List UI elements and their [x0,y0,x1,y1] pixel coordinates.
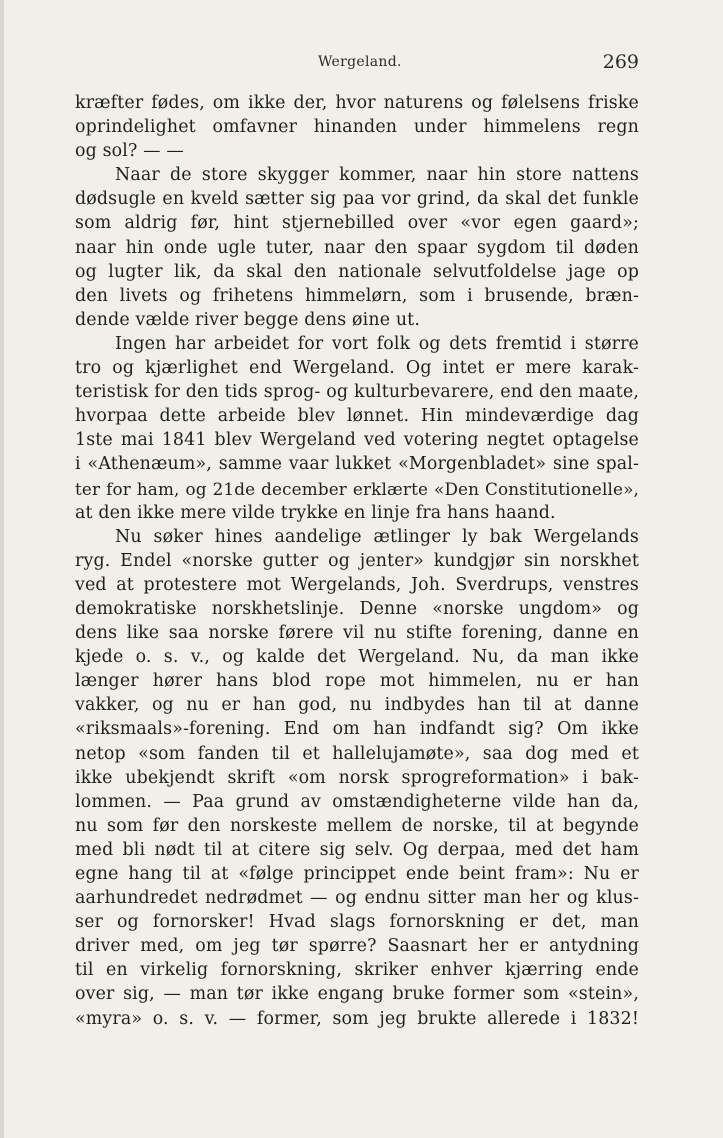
text-line: egne hang til at «følge princippet ende beint fram»: Nu er [75,864,639,884]
text-line: kræfter fødes, om ikke der, hvor naturens og følelsens friske [75,93,639,113]
text-line: ikke ubekjendt skrift «om norsk sprogreformation» i bak- [75,767,639,788]
text-line: til en virkelig fornorskning, skriker enhver kjærring ende [75,960,639,981]
text-line: driver med, om jeg tør spørre? Saasnart her er antydning [75,936,639,957]
text-line: nu som før den norskeste mellem de norske, til at begynde [75,815,639,836]
text-line: dens like saa norske førere vil nu stifte forening, danne en [75,623,639,644]
text-line: ser og fornorsker! Hvad slags fornorskning er det, man [75,912,639,933]
paragraph-start-line: Ingen har arbeidet for vort folk og dets fremtid i større [115,333,639,354]
text-line: aarhundredet nedrødmet — og endnu sitter man her og klus- [75,888,639,909]
text-line: tro og kjærlighet end Wergeland. Og intet er mere karak- [75,358,639,379]
text-line: dødsugle en kveld sætter sig paa vor grind, da skal det funkle [75,189,639,210]
text-line: og sol? — — [75,141,184,162]
text-line: ter for ham, og 21de december erklærte «Den Constitutionelle», [75,478,639,499]
text-line: længer hører hans blod rope mot himmelen, nu er han [75,671,639,692]
text-line: og lugter lik, da skal den nationale selvutfoldelse jage op [75,261,639,282]
text-line: at den ikke mere vilde trykke en linje fra hans haand. [75,502,556,523]
paragraph-start-line: Nu søker hines aandelige ætlinger ly bak Wergelands [115,526,639,547]
text-line: naar hin onde ugle tuter, naar den spaar sygdom til døden [75,237,639,258]
text-line: 1ste mai 1841 blev Wergeland ved votering negtet optagelse [75,430,639,451]
text-line: vakker, og nu er han god, nu indbydes han til at danne [75,695,639,716]
text-line: med bli nødt til at citere sig selv. Og derpaa, med det ham [75,839,639,860]
text-line: oprindelighet omfavner hinanden under himmelens regn [75,117,639,138]
text-line: demokratiske norskhetslinje. Denne «norske ungdom» og [75,598,639,619]
text-line: teristisk for den tids sprog- og kulturbevarere, end den maate, [75,382,639,403]
text-line: lommen. — Paa grund av omstændigheterne vilde han da, [75,791,639,812]
body-text [75,91,639,1031]
text-line: kjede o. s. v., og kalde det Wergeland. Nu, da man ikke [75,647,639,668]
text-line: ryg. Endel «norske gutter og jenter» kundgjør sin norskhet [75,550,639,571]
text-line: dende vælde river begge dens øine ut. [75,309,420,330]
text-line: den livets og frihetens himmelørn, som i brusende, bræn- [75,285,639,306]
text-line: som aldrig før, hint stjernebilled over «vor egen gaard»; [75,213,639,234]
text-line: over sig, — man tør ikke engang bruke former som «stein», [75,984,639,1005]
page-edge [0,0,4,1138]
text-line: «riksmaals»-forening. End om han indfandt sig? Om ikke [75,719,639,740]
paragraph-start-line: Naar de store skygger kommer, naar hin store nattens [115,165,639,186]
page-number: 269 [602,51,639,73]
text-line: «myra» o. s. v. — former, som jeg brukte allerede i 1832! [75,1008,639,1029]
text-line: i «Athenæum», samme vaar lukket «Morgenbladet» sine spal- [75,454,639,475]
text-line: hvorpaa dette arbeide blev lønnet. Hin mindeværdige dag [75,406,639,427]
text-line: netop «som fanden til et hallelujamøte», saa dog med et [75,743,639,764]
text-line: ved at protestere mot Wergelands, Joh. Sverdrups, venstres [75,574,639,595]
running-title: Wergeland. [318,54,402,70]
